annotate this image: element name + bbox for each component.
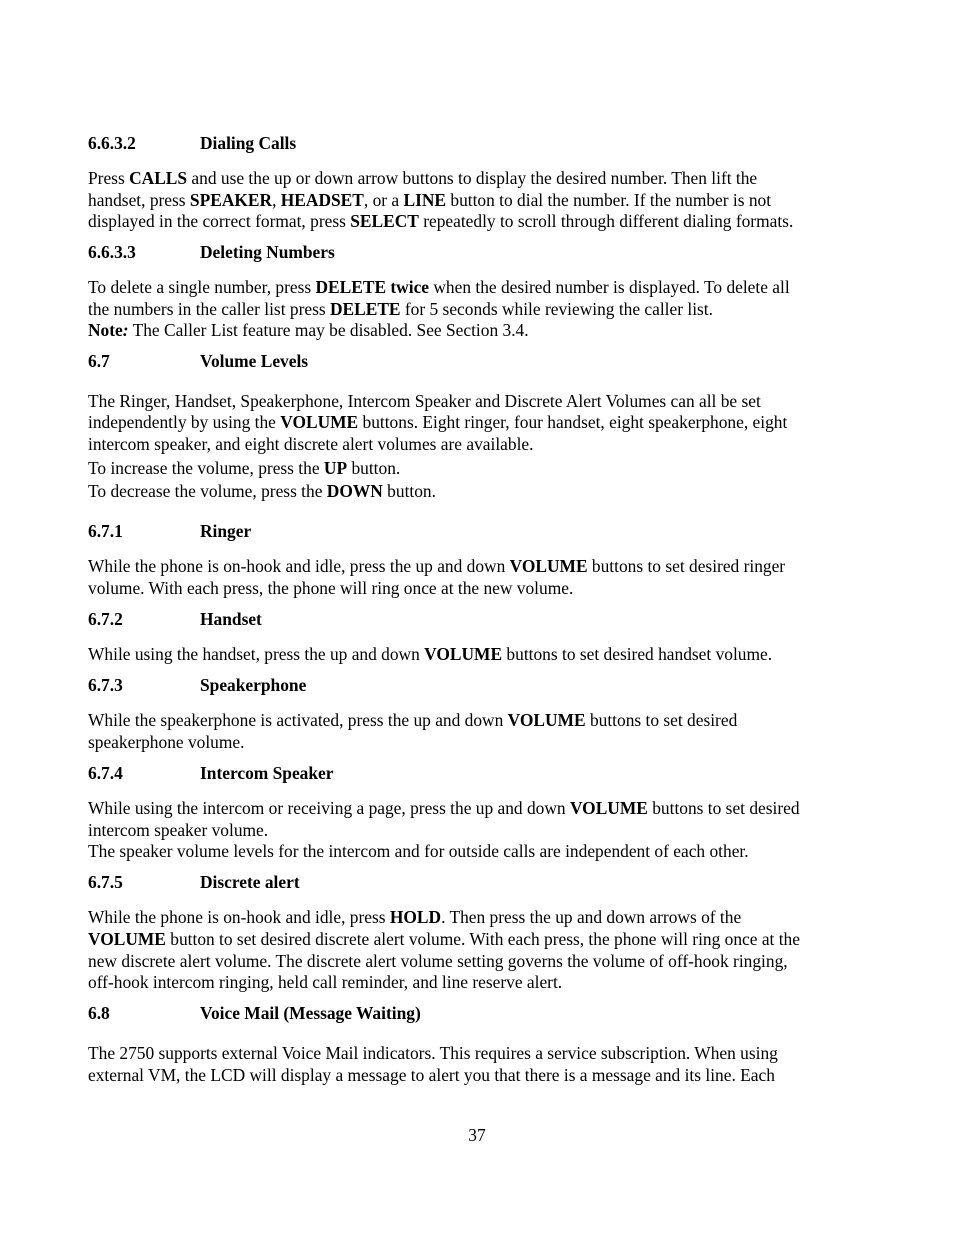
text-run: for 5 seconds while reviewing the caller list. [400,299,713,319]
section-number: 6.8 [88,1003,110,1023]
section-title: Intercom Speaker [200,763,334,783]
text-run: While the phone is on-hook and idle, press the up and down [88,556,510,576]
text-run: buttons. Eight ringer, four handset, eight speakerphone, eight [358,412,788,432]
text-run: external VM, the LCD will display a message to alert you that there is a message and its line. Each [88,1065,775,1085]
paragraph-line [88,480,436,502]
section-number: 6.6.3.2 [88,133,136,153]
text-run: The 2750 supports external Voice Mail indicators. This requires a service subscription. When using [88,1043,778,1063]
bold-term: DELETE twice [315,277,430,297]
bold-term: VOLUME [507,710,586,730]
text-run: . Then press the up and down arrows of the [441,907,742,927]
section-number: 6.7.2 [88,609,123,629]
section-number: 6.7 [88,351,110,371]
text-run: button. [382,481,436,501]
paragraph-line [88,577,573,599]
text-run: While using the intercom or receiving a page, press the up and down [88,798,570,818]
text-run: The Ringer, Handset, Speakerphone, Intercom Speaker and Discrete Alert Volumes can all be set [88,391,761,411]
bold-term: : [122,320,129,340]
text-run: and use the up or down arrow buttons to display the desired number. Then lift the [187,168,758,188]
text-run: new discrete alert volume. The discrete alert volume setting governs the volume of off-hook ringing, [88,951,788,971]
paragraph-line [88,189,771,211]
text-run: handset, press [88,190,190,210]
paragraph-line [88,210,793,232]
paragraph-line [88,906,741,928]
section-title: Ringer [200,521,252,541]
section-number: 6.7.3 [88,675,123,695]
text-run: button. [347,458,401,478]
bold-term: DELETE [329,299,401,319]
text-run: button to set desired discrete alert volume. With each press, the phone will ring once at the [165,929,800,949]
text-run: While the phone is on-hook and idle, press [88,907,390,927]
section-title: Voice Mail (Message Waiting) [200,1003,421,1023]
text-run: buttons to set desired ringer [587,556,786,576]
section-title: Deleting Numbers [200,242,335,262]
section-title: Handset [200,609,262,629]
paragraph-line [88,390,761,412]
text-run: To delete a single number, press [88,277,316,297]
text-run: volume. With each press, the phone will ring once at the new volume. [88,578,574,598]
text-run: button to dial the number. If the number is not [446,190,772,210]
paragraph-line [88,167,757,189]
paragraph-line [88,950,788,972]
paragraph-line [88,555,785,577]
bold-term: VOLUME [509,556,588,576]
paragraph-line [88,971,562,993]
bold-term: DOWN [326,481,383,501]
paragraph-line [88,298,713,320]
paragraph-line [88,457,400,479]
text-run: While the speakerphone is activated, press the up and down [88,710,508,730]
text-run: The speaker volume levels for the intercom and for outside calls are independent of each other. [88,841,749,861]
section-number: 6.7.5 [88,872,123,892]
section-number: 6.7.1 [88,521,123,541]
text-run: , or a [363,190,404,210]
section-title: Discrete alert [200,872,300,892]
paragraph-line [88,709,737,731]
bold-term: VOLUME [88,929,166,949]
bold-term: LINE [403,190,447,210]
bold-term: CALLS [129,168,188,188]
text-run: While using the handset, press the up and down [88,644,425,664]
text-run: when the desired number is displayed. To delete all [429,277,790,297]
text-run: Press [88,168,130,188]
bold-term: SELECT [350,211,419,231]
note-line [88,319,529,341]
paragraph-line [88,731,244,753]
paragraph-line [88,643,772,665]
bold-term: Note [88,320,123,340]
text-run: , [272,190,281,210]
paragraph-line [88,1042,778,1064]
paragraph-line [88,840,749,862]
bold-term: VOLUME [280,412,359,432]
paragraph-line [88,1064,775,1086]
page-number: 37 [468,1125,486,1145]
bold-term: HEADSET [280,190,364,210]
text-run: buttons to set desired handset volume. [502,644,773,664]
section-title: Volume Levels [200,351,309,371]
bold-term: VOLUME [424,644,503,664]
bold-term: HOLD [389,907,442,927]
text-run: buttons to set desired [585,710,738,730]
text-run: independently by using the [88,412,281,432]
section-title: Speakerphone [200,675,307,695]
text-run: The Caller List feature may be disabled. See Section 3.4. [128,320,529,340]
paragraph-line [88,797,800,819]
text-run: speakerphone volume. [88,732,245,752]
paragraph-line [88,928,800,950]
text-run: repeatedly to scroll through different dialing formats. [418,211,794,231]
paragraph-line [88,411,787,433]
text-run: To increase the volume, press the [88,458,324,478]
bold-term: VOLUME [569,798,648,818]
text-run: intercom speaker volume. [88,820,269,840]
text-run: displayed in the correct format, press [88,211,351,231]
text-run: buttons to set desired [647,798,800,818]
text-run: intercom speaker, and eight discrete alert volumes are available. [88,434,534,454]
paragraph-line [88,276,790,298]
text-run: off-hook intercom ringing, held call reminder, and line reserve alert. [88,972,563,992]
section-number: 6.6.3.3 [88,242,136,262]
text-run: the numbers in the caller list press [88,299,330,319]
paragraph-line [88,433,533,455]
paragraph-line [88,819,268,841]
bold-term: UP [323,458,348,478]
section-title: Dialing Calls [200,133,297,153]
text-run: To decrease the volume, press the [88,481,327,501]
bold-term: SPEAKER [189,190,273,210]
section-number: 6.7.4 [88,763,123,783]
